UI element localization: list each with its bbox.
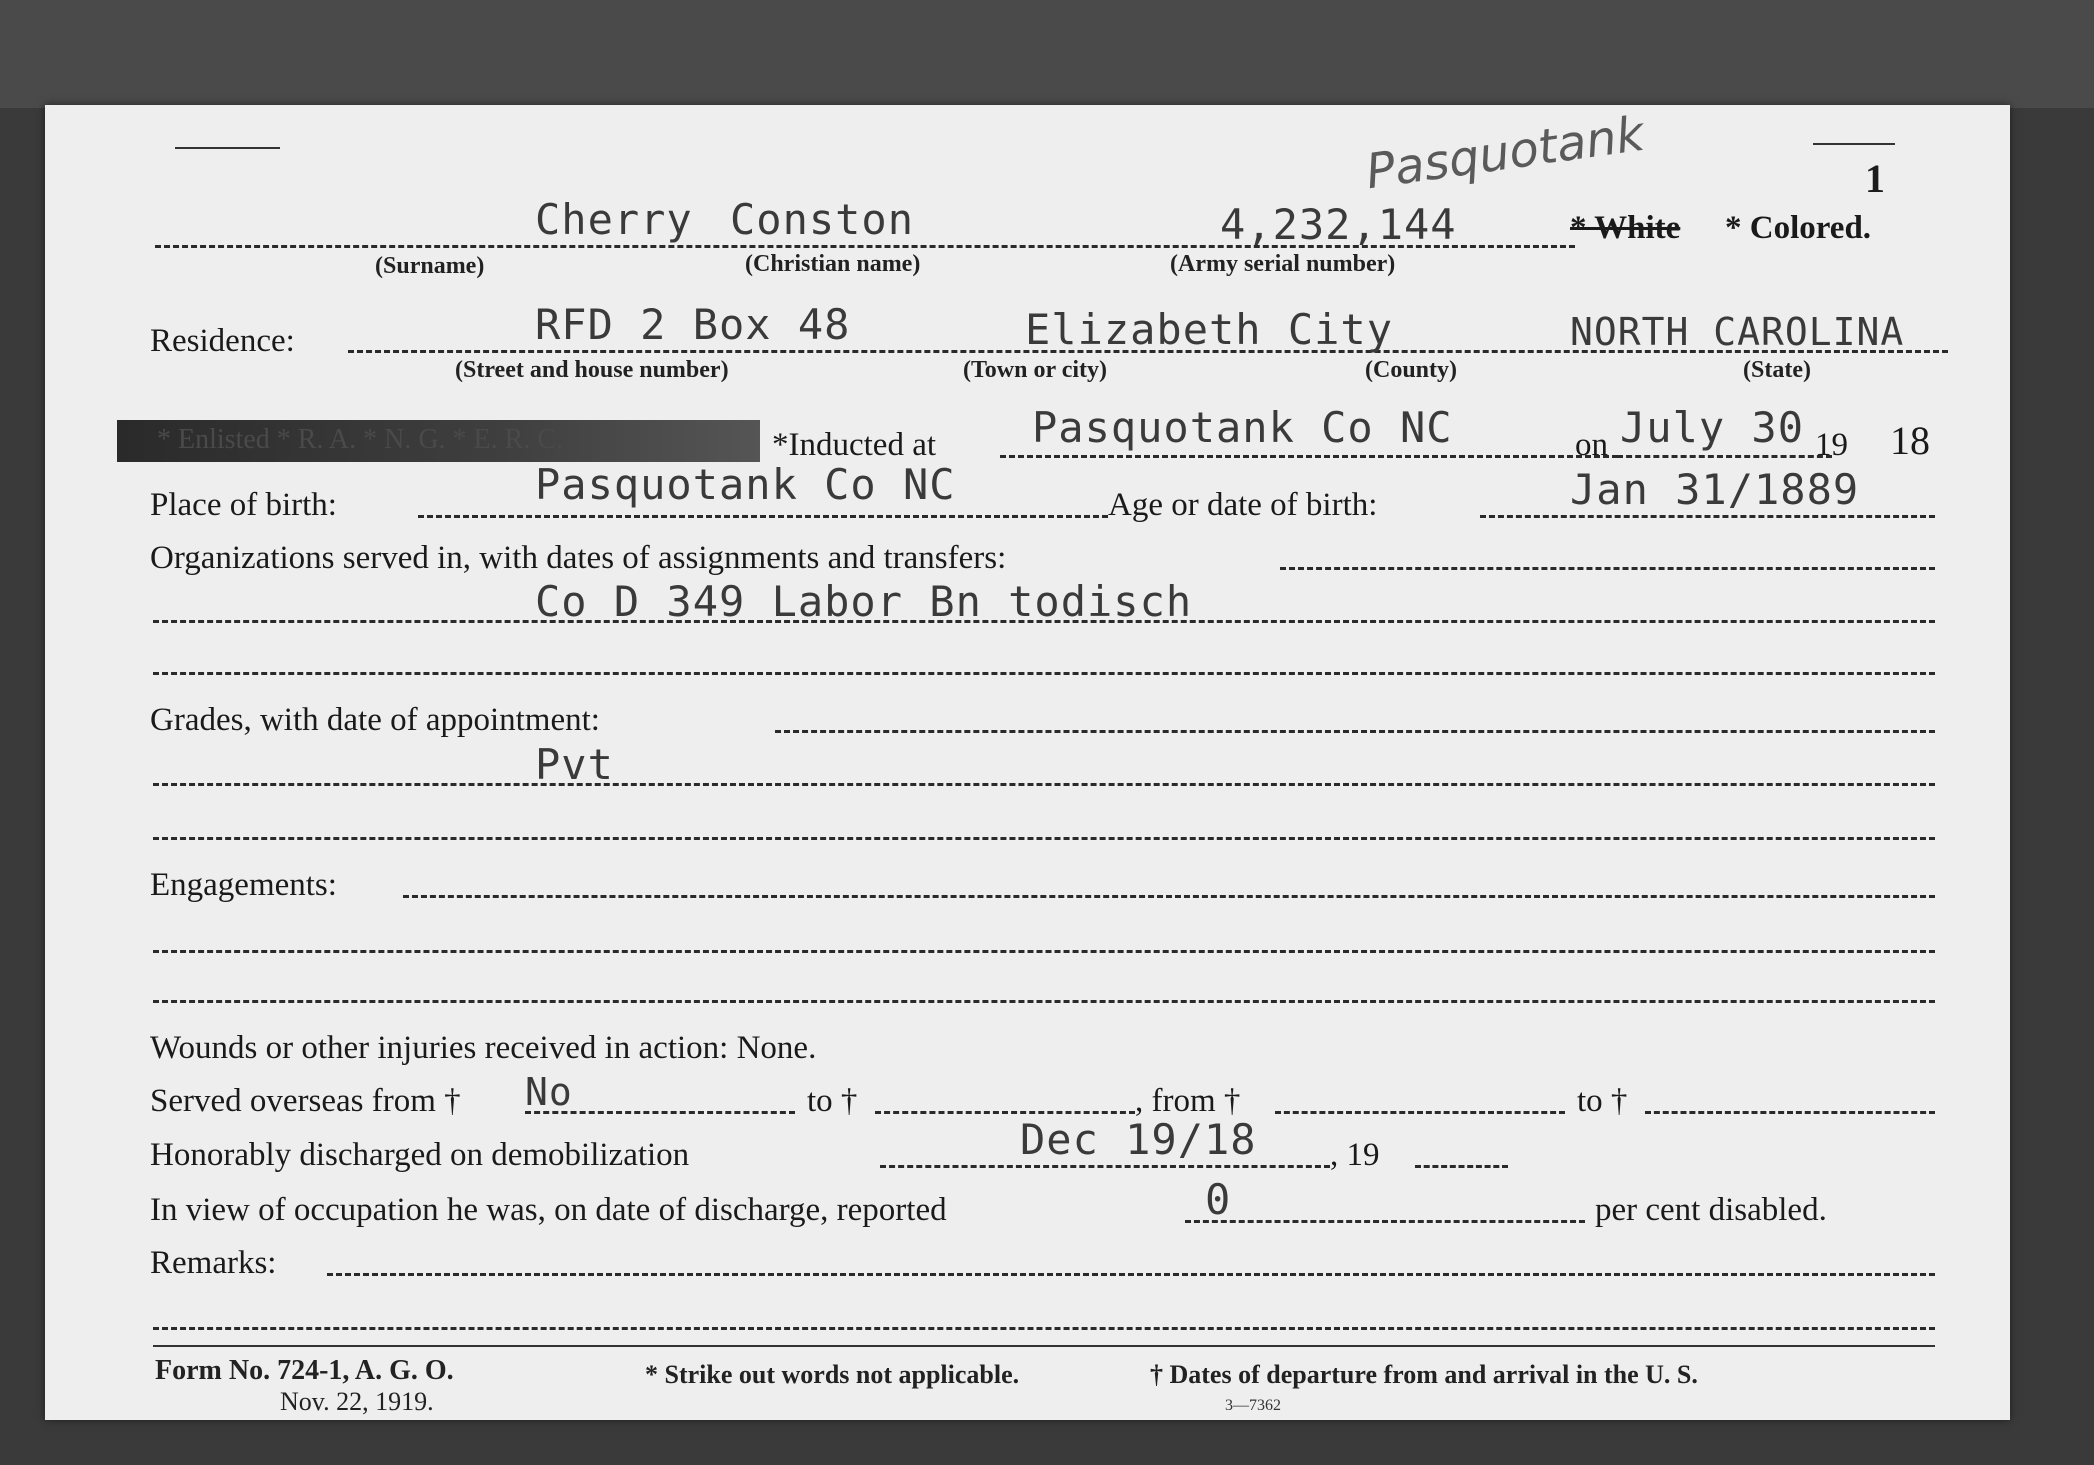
place-of-birth-value: Pasquotank Co NC — [535, 460, 956, 509]
disability-value: 0 — [1205, 1175, 1232, 1224]
on-label: on — [1575, 427, 1608, 463]
colored-label: * Colored. — [1725, 210, 1872, 246]
christian-name-value: Conston — [730, 195, 915, 244]
inducted-at-label: *Inducted at — [772, 427, 937, 463]
disability-line — [1185, 1220, 1585, 1223]
residence-state-value: NORTH CAROLINA — [1570, 310, 1905, 354]
top-right-rule — [1813, 143, 1895, 145]
discharge-year-suffix: , 19 — [1330, 1137, 1380, 1173]
residence-street-value: RFD 2 Box 48 — [535, 300, 851, 349]
white-label-text: * White — [1570, 210, 1681, 246]
caption-county: (County) — [1365, 357, 1458, 383]
induction-year-prefix: 19 — [1815, 427, 1848, 463]
top-left-rule — [175, 147, 280, 149]
disability-label: In view of occupation he was, on date of discharge, reported — [150, 1192, 947, 1228]
background-top — [0, 0, 2094, 108]
place-of-birth-label: Place of birth: — [150, 487, 337, 523]
place-of-birth-line — [418, 515, 1108, 518]
strike-note: * Strike out words not applicable. — [645, 1360, 1020, 1389]
overseas-from-line-2 — [1275, 1111, 1565, 1114]
engagements-line-2 — [153, 950, 1935, 953]
age-label: Age or date of birth: — [1108, 487, 1378, 523]
overseas-to-line-1 — [875, 1111, 1135, 1114]
organizations-value: Co D 349 Labor Bn todisch — [535, 577, 1193, 626]
redacted-enlisted-options — [117, 420, 760, 462]
organizations-line-3 — [153, 672, 1935, 675]
induction-date-line — [1617, 455, 1832, 458]
remarks-label: Remarks: — [150, 1245, 277, 1281]
overseas-to-line-2 — [1645, 1111, 1935, 1114]
remarks-line-1 — [327, 1273, 1935, 1276]
caption-surname: (Surname) — [375, 253, 485, 279]
date-of-birth-value: Jan 31/1889 — [1570, 465, 1860, 514]
served-overseas-value: No — [525, 1070, 573, 1114]
overseas-to-label-1: to † — [807, 1083, 858, 1119]
caption-town: (Town or city) — [963, 357, 1107, 383]
engagements-label: Engagements: — [150, 867, 337, 903]
service-record-card — [45, 105, 2010, 1420]
induction-year-suffix: 18 — [1890, 418, 1930, 463]
induction-date-value: July 30 — [1620, 403, 1805, 452]
wounds-label: Wounds or other injuries received in action: None. — [150, 1030, 817, 1066]
discharge-date-line — [880, 1165, 1330, 1168]
disability-suffix: per cent disabled. — [1595, 1192, 1827, 1228]
bottom-rule — [153, 1345, 1935, 1347]
residence-label: Residence: — [150, 323, 295, 359]
county-handwritten: Pasquotank — [1362, 105, 1648, 201]
overseas-from-label-2: , from † — [1135, 1083, 1241, 1119]
grades-line-3 — [153, 837, 1935, 840]
white-label — [1570, 210, 1680, 247]
grades-line-2 — [153, 783, 1935, 786]
remarks-line-2 — [153, 1327, 1935, 1330]
discharge-date-value: Dec 19/18 — [1020, 1115, 1257, 1164]
organizations-line-1 — [1280, 567, 1935, 570]
form-number: Form No. 724-1, A. G. O. — [155, 1355, 454, 1386]
overseas-from-line — [525, 1111, 795, 1114]
discharge-label: Honorably discharged on demobilization — [150, 1137, 690, 1173]
caption-serial-number: (Army serial number) — [1170, 251, 1396, 277]
inducted-place-value: Pasquotank Co NC — [1032, 403, 1453, 452]
inducted-at-line — [1000, 455, 1618, 458]
serial-number-value: 4,232,144 — [1220, 200, 1457, 249]
discharge-year-line — [1415, 1165, 1508, 1168]
engagements-line-1 — [403, 895, 1935, 898]
caption-street: (Street and house number) — [455, 357, 729, 383]
age-line — [1480, 515, 1935, 518]
caption-christian-name: (Christian name) — [745, 251, 921, 277]
surname-value: Cherry — [535, 195, 693, 244]
caption-state: (State) — [1743, 357, 1811, 383]
organizations-line-2 — [153, 620, 1935, 623]
redacted-enlisted-text: * Enlisted * R. A. * N. G. * E. R. C. — [157, 424, 564, 455]
served-overseas-label: Served overseas from † — [150, 1083, 461, 1119]
grades-line-1 — [775, 730, 1935, 733]
engagements-line-3 — [153, 1000, 1935, 1003]
card-number: 1 — [1865, 156, 1885, 201]
dates-note: † Dates of departure from and arrival in the U. S. — [1150, 1360, 1698, 1389]
print-code: 3—7362 — [1225, 1397, 1281, 1414]
residence-town-value: Elizabeth City — [1025, 305, 1394, 354]
organizations-label: Organizations served in, with dates of assignments and transfers: — [150, 540, 1007, 576]
overseas-to-label-2: to † — [1577, 1083, 1628, 1119]
grades-label: Grades, with date of appointment: — [150, 702, 600, 738]
grades-value: Pvt — [535, 740, 614, 789]
form-date: Nov. 22, 1919. — [280, 1387, 434, 1416]
